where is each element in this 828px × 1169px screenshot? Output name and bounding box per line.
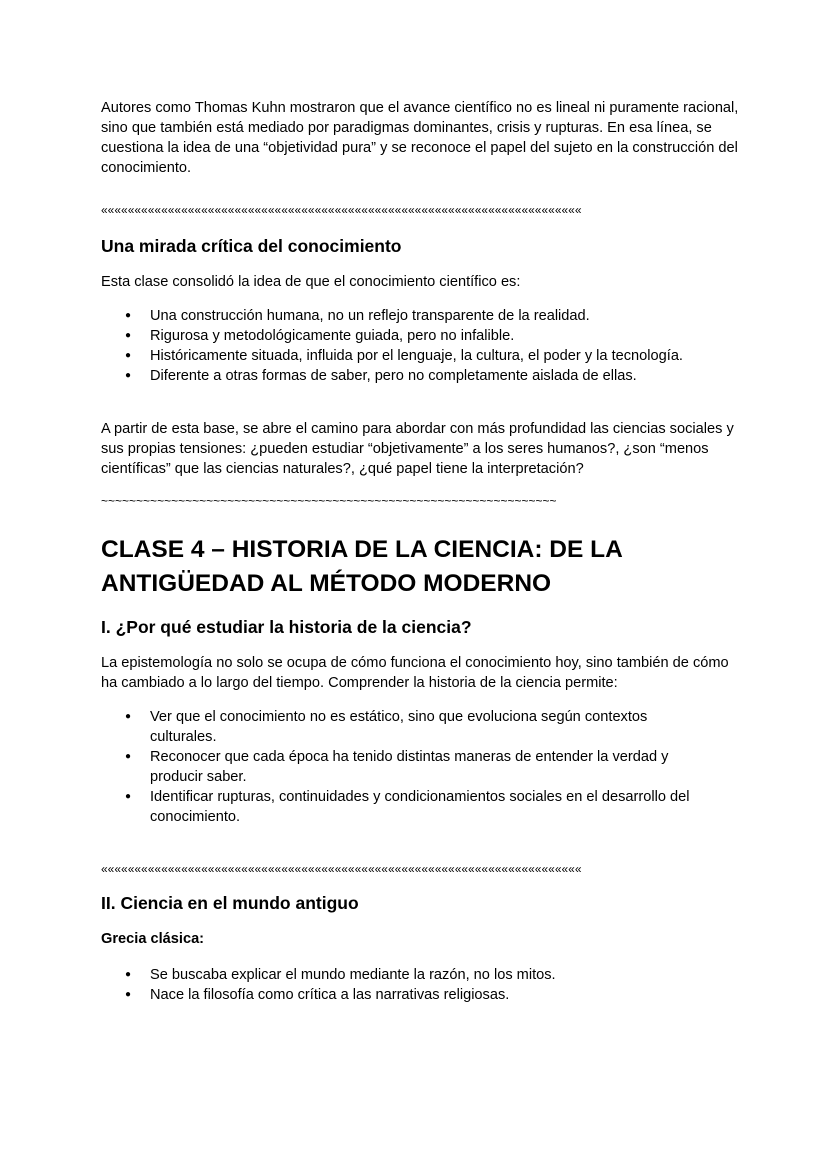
intro-paragraph: Autores como Thomas Kuhn mostraron que el avance científico no es lineal ni puramente racional, sino que también está mediado por paradigmas dominantes, crisis y rupturas. En esa línea, se cuestiona la idea de una “objetividad pura” y se reconoce el papel del sujeto en la construcción del conocimiento. (101, 100, 739, 176)
list-item: ● Rigurosa y metodológicamente guiada, pero no infalible. (101, 326, 741, 346)
list-item: ● Nace la filosofía como crítica a las narrativas religiosas. (101, 985, 741, 1005)
subheading: Grecia clásica: (101, 931, 205, 947)
section-heading: I. ¿Por qué estudiar la historia de la ciencia? (101, 617, 472, 637)
list-item: ● Ver que el conocimiento no es estático, sino que evoluciona según contextos culturales. (101, 707, 690, 747)
list-item: ● Una construcción humana, no un reflejo transparente de la realidad. (101, 306, 741, 326)
document-page (101, 98, 741, 1005)
list-item: ● Se buscaba explicar el mundo mediante la razón, no los mitos. (101, 965, 741, 985)
list-item: ● Reconocer que cada época ha tenido distintas maneras de entender la verdad y producir saber. (101, 747, 710, 787)
bullet-list (101, 707, 731, 827)
paragraph: Esta clase consolidó la idea de que el conocimiento científico es: (101, 274, 521, 290)
separator: «««««««««««««««««««««««««««««««««««««««««««««««««««««««««««««««««««««««« (101, 203, 582, 217)
section-heading: II. Ciencia en el mundo antiguo (101, 893, 359, 913)
paragraph: A partir de esta base, se abre el camino para abordar con más profundidad las ciencias sociales y sus propias tensiones: ¿pueden estudiar “objetivamente” a los seres humanos?, ¿son “menos científicas” que las ciencias naturales?, ¿qué papel tiene la interpretación? (101, 421, 734, 477)
list-item: ● Diferente a otras formas de saber, pero no completamente aislada de ellas. (101, 366, 741, 386)
separator: «««««««««««««««««««««««««««««««««««««««««««««««««««««««««««««««««««««««« (101, 862, 582, 876)
bullet-list (101, 965, 741, 1005)
bullet-list (101, 306, 741, 386)
section-heading: Una mirada crítica del conocimiento (101, 236, 402, 256)
separator: ~~~~~~~~~~~~~~~~~~~~~~~~~~~~~~~~~~~~~~~~~~~~~~~~~~~~~~~~~~~~~~~~~ (101, 494, 557, 508)
list-item: ● Identificar rupturas, continuidades y condicionamientos sociales en el desarrollo del conocimiento. (101, 787, 730, 827)
class-title: CLASE 4 – HISTORIA DE LA CIENCIA: DE LA ANTIGÜEDAD AL MÉTODO MODERNO (101, 536, 622, 597)
list-item: ● Históricamente situada, influida por el lenguaje, la cultura, el poder y la tecnología. (101, 346, 741, 366)
paragraph: La epistemología no solo se ocupa de cómo funciona el conocimiento hoy, sino también de cómo ha cambiado a lo largo del tiempo. Comprender la historia de la ciencia permite: (101, 655, 729, 691)
